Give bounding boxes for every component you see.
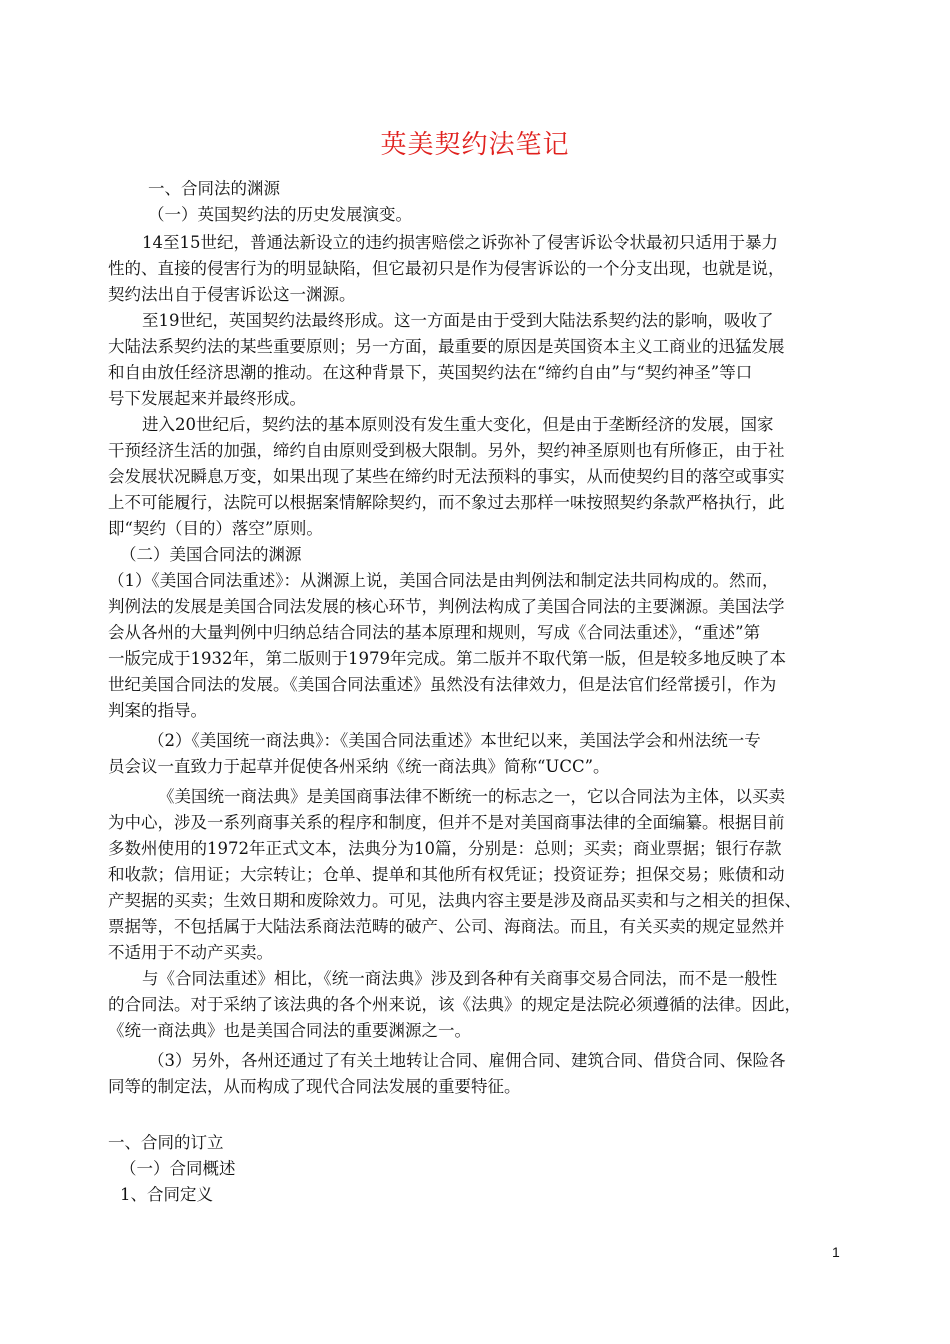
- paragraph-line: 大陆法系契约法的某些重要原则；另一方面，最重要的原因是英国资本主义工商业的迅猛发展: [108, 337, 785, 356]
- paragraph-line: 产契据的买卖；生效日期和废除效力。可见，法典内容主要是涉及商品买卖和与之相关的担保、: [108, 891, 801, 910]
- paragraph-line: 与《合同法重述》相比，《统一商法典》涉及到各种有关商事交易合同法，而不是一般性: [142, 969, 778, 988]
- paragraph-line: 多数州使用的1972年正式文本，法典分为10篇，分别是：总则；买卖；商业票据；银行存款: [108, 839, 782, 858]
- paragraph-line: 判例法的发展是美国合同法发展的核心环节，判例法构成了美国合同法的主要渊源。美国法学: [108, 597, 785, 616]
- paragraph-line: 和收款；信用证；大宗转让；仓单、提单和其他所有权凭证；投资证券；担保交易；账债和动: [108, 865, 785, 884]
- paragraph-line: 干预经济生活的加强，缔约自由原则受到极大限制。另外，契约神圣原则也有所修正，由于社: [108, 441, 785, 460]
- paragraph-line: 会从各州的大量判例中归纳总结合同法的基本原理和规则，写成《合同法重述》，“重述”第: [108, 623, 761, 642]
- paragraph-line: 至19世纪，英国契约法最终形成。这一方面是由于受到大陆法系契约法的影响，吸收了: [142, 311, 774, 330]
- sub-subsection-heading: 1、合同定义: [120, 1185, 213, 1204]
- paragraph-line: 票据等，不包括属于大陆法系商法范畴的破产、公司、海商法。而且，有关买卖的规定显然并: [108, 917, 785, 936]
- paragraph-line: 进入20世纪后，契约法的基本原则没有发生重大变化，但是由于垄断经济的发展，国家: [142, 415, 774, 434]
- subsection-heading: （二）美国合同法的渊源: [120, 545, 302, 564]
- paragraph-line: 世纪美国合同法的发展。《美国合同法重述》虽然没有法律效力，但是法官们经常援引，作为: [108, 675, 777, 694]
- paragraph-line: 契约法出自于侵害诉讼这一渊源。: [108, 285, 356, 304]
- paragraph-line: （1）《美国合同法重述》：从渊源上说，美国合同法是由判例法和制定法共同构成的。然而，: [108, 571, 779, 590]
- paragraph-line: （2）《美国统一商法典》：《美国合同法重述》本世纪以来，美国法学会和州法统一专: [148, 731, 761, 750]
- paragraph-line: 为中心，涉及一系列商事关系的程序和制度，但并不是对美国商事法律的全面编纂。根据目前: [108, 813, 785, 832]
- paragraph-line: 性的、直接的侵害行为的明显缺陷，但它最初只是作为侵害诉讼的一个分支出现，也就是说，: [108, 259, 785, 278]
- paragraph-line: 《美国统一商法典》是美国商事法律不断统一的标志之一，它以合同法为主体，以买卖: [158, 787, 785, 806]
- section-heading: 一、合同法的渊源: [148, 179, 280, 198]
- subsection-heading: （一）英国契约法的历史发展演变。: [148, 205, 412, 224]
- paragraph-line: 员会议一直致力于起草并促使各州采纳《统一商法典》简称“UCC”。: [108, 757, 610, 776]
- paragraph-line: 一版完成于1932年，第二版则于1979年完成。第二版并不取代第一版，但是较多地反映了本: [108, 649, 786, 668]
- paragraph-line: （3）另外，各州还通过了有关土地转让合同、雇佣合同、建筑合同、借贷合同、保险各: [148, 1051, 786, 1070]
- paragraph-line: 的合同法。对于采纳了该法典的各个州来说，该《法典》的规定是法院必须遵循的法律。因此，: [108, 995, 801, 1014]
- paragraph-line: 即“契约（目的）落空”原则。: [108, 519, 323, 538]
- section-heading: 一、合同的订立: [108, 1133, 224, 1152]
- paragraph-line: 不适用于不动产买卖。: [108, 943, 273, 962]
- paragraph-line: 《统一商法典》也是美国合同法的重要渊源之一。: [108, 1021, 471, 1040]
- document-title: 英美契约法笔记: [380, 130, 570, 160]
- paragraph-line: 14至15世纪，普通法新设立的违约损害赔偿之诉弥补了侵害诉讼令状最初只适用于暴力: [142, 233, 778, 252]
- paragraph-line: 和自由放任经济思潮的推动。在这种背景下，英国契约法在“缔约自由”与“契约神圣”等口: [108, 363, 753, 382]
- paragraph-line: 号下发展起来并最终形成。: [108, 389, 306, 408]
- page-number: 1: [832, 1244, 840, 1260]
- paragraph-line: 上不可能履行，法院可以根据案情解除契约，而不象过去那样一味按照契约条款严格执行，此: [108, 493, 785, 512]
- paragraph-line: 会发展状况瞬息万变，如果出现了某些在缔约时无法预料的事实，从而使契约目的落空或事实: [108, 467, 785, 486]
- paragraph-line: 判案的指导。: [108, 701, 207, 720]
- subsection-heading: （一）合同概述: [120, 1159, 236, 1178]
- paragraph-line: 同等的制定法，从而构成了现代合同法发展的重要特征。: [108, 1077, 521, 1096]
